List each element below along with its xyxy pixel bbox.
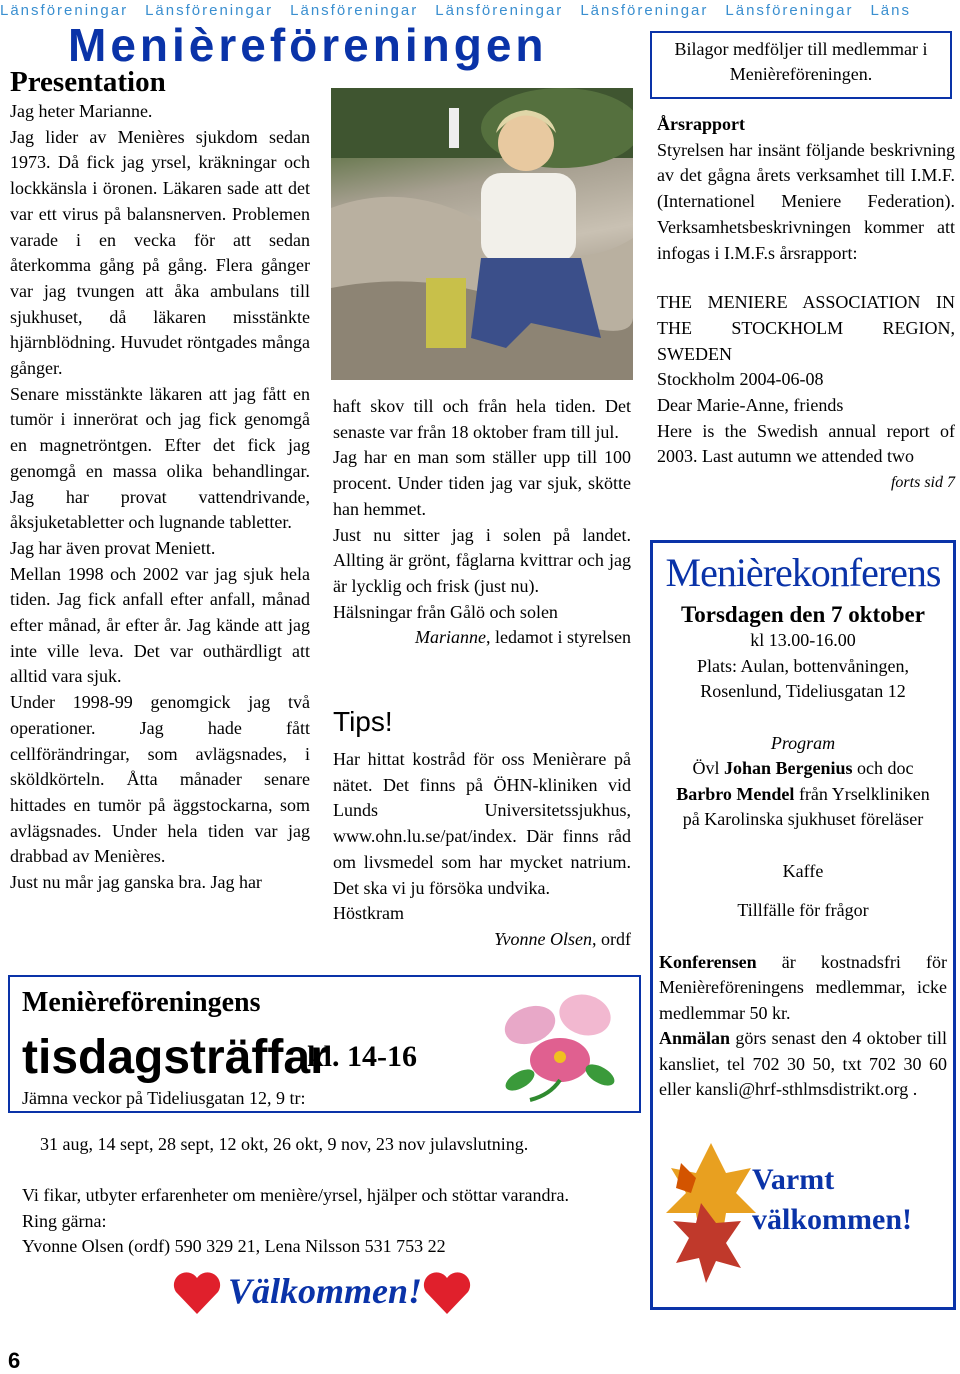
paragraph: Just nu sitter jag i solen på landet. Allting är grönt, fåglarna kvittrar och jag är lycklig och frisk (just nu). <box>333 524 631 596</box>
paragraph: Jag har en man som ställer upp till 100 procent. Under tiden jag var sjuk, skötte han hemmet. <box>333 447 631 519</box>
tips-heading: Tips! <box>333 706 393 737</box>
signature-name: Yvonne Olsen <box>494 928 592 949</box>
paragraph: Jag lider av Menières sjukdom sedan 1973. Då fick jag yrsel, kräkningar och lockkänsla i öronen. Läkaren sade att det var ett virus på balansnerven. Problemen varade i en vecka för att sedan återkomma gång på gång. Flera gånger var jag tvungen att åka ambulans till sjukhuset, då läkaren misstänkte hjärnblödning. Huvudet röntgades många gånger. <box>10 126 310 379</box>
banner-item: Länsföreningar <box>435 2 564 19</box>
tuesday-heading-2: tisdagsträffar <box>22 1031 329 1084</box>
banner-item: Länsföreningar <box>725 2 854 19</box>
registration-note <box>653 1026 953 1103</box>
letter-line: Stockholm 2004-06-08 <box>657 369 824 390</box>
registration-bold: Anmälan <box>659 1028 731 1048</box>
tips-signature <box>333 927 631 953</box>
speaker-line-1 <box>653 756 953 782</box>
portrait-photo-art <box>331 88 633 380</box>
speaker-line-2 <box>653 782 953 808</box>
banner-item: Länsföreningar <box>145 2 274 19</box>
program-label: Program <box>770 732 836 753</box>
flower-illustration <box>490 985 630 1105</box>
conference-time: kl 13.00-16.00 <box>750 630 856 650</box>
tips-column <box>333 747 631 953</box>
page-number: 6 <box>8 1348 21 1373</box>
meeting-dates: 31 aug, 14 sept, 28 sept, 12 okt, 26 okt, 9 nov, 23 nov julavslutning. <box>40 1134 529 1154</box>
attachments-notice-box: Bilagor medföljer till medlemmar i Menièreföreningen. <box>650 31 952 99</box>
paragraph: Styrelsen har insänt följande beskrivning av det gågna årets verksamhet till I.M.F. (Internationel Meniere Federation). Verksamhetsbeskrivningen kommer att infogas i I.M.F.s årsrapport: <box>657 139 955 263</box>
conference-content <box>653 543 953 1103</box>
welcome-text <box>752 1160 912 1240</box>
page-title: Menièreföreningen <box>68 19 548 71</box>
paragraph: Jag har även provat Meniett. <box>10 537 216 558</box>
heart-icon <box>172 1270 222 1316</box>
contact-line-3: Yvonne Olsen (ordf) 590 329 21, Lena Nilsson 531 753 22 <box>22 1236 446 1256</box>
paragraph: Just nu mår jag ganska bra. Jag har <box>10 872 262 893</box>
paragraph: Mellan 1998 och 2002 var jag sjuk hela tiden. Jag fick anfall efter anfall, månad efter månad, år efter år. Jag kände att jag inte ville leva. Det var outhärdligt att alltid vara sjuk. <box>10 563 310 687</box>
signature-name: Marianne <box>415 627 487 648</box>
autumn-leaves-illustration <box>661 1133 761 1293</box>
speaker-line-3: på Karolinska sjukhuset föreläser <box>682 809 924 829</box>
contact-line-2: Ring gärna: <box>22 1210 107 1231</box>
speaker-prefix: Övl <box>692 758 724 778</box>
conference-title: Menièrekonferens <box>665 550 941 595</box>
paragraph: Höstkram <box>333 903 404 924</box>
letter-line: THE MENIERE ASSOCIATION IN THE STOCKHOLM REGION, SWEDEN <box>657 292 955 364</box>
coffee-note: Kaffe <box>782 860 824 881</box>
annual-report-heading: Årsrapport <box>657 114 745 134</box>
paragraph: Senare misstänkte läkaren att jag fått en tumör i innerörat och jag fick genomgå en magnetröntgen. Efter det fick jag genomgå en massa olika behandlingar. Jag har provat vattendrivande, åksjuketabletter och lugnande tabletter. <box>10 383 310 533</box>
signature-role: , ordf <box>592 928 631 949</box>
letter-line: Dear Marie-Anne, friends <box>657 395 844 416</box>
tuesday-time: kl. 14-16 <box>307 1040 418 1073</box>
tuesday-location: Jämna veckor på Tideliusgatan 12, 9 tr: <box>22 1088 306 1108</box>
presentation-column-2 <box>333 394 631 651</box>
fee-note <box>653 950 953 1027</box>
speaker-name: Barbro Mendel <box>676 783 795 804</box>
conference-box <box>650 540 956 1310</box>
paragraph: Hälsningar från Gålö och solen <box>333 601 558 622</box>
questions-note: Tillfälle för frågor <box>737 900 869 920</box>
signature <box>333 625 631 651</box>
banner-item: Läns <box>870 2 911 19</box>
conference-place-1: Plats: Aulan, bottenvåningen, <box>697 655 909 676</box>
speaker-suffix: och doc <box>852 758 914 778</box>
fee-note-text: är kostnadsfri för Menièreföreningens medlemmar, icke medlemmar 50 kr. <box>659 951 947 1023</box>
conference-place-2: Rosenlund, Tideliusgatan 12 <box>700 681 906 701</box>
banner-item: Länsföreningar <box>290 2 419 19</box>
welcome-banner: Välkommen! <box>228 1271 423 1311</box>
fee-note-bold: Konferensen <box>659 951 757 972</box>
presentation-column-1 <box>10 99 310 896</box>
annual-report-column <box>657 112 955 496</box>
contact-info <box>22 1183 569 1260</box>
welcome-line-2: välkommen! <box>752 1203 912 1236</box>
tuesday-heading-1: Menièreföreningens <box>22 987 261 1018</box>
continued-note: forts sid 7 <box>890 474 955 492</box>
banner-item: Länsföreningar <box>580 2 709 19</box>
banner-item: Länsföreningar <box>0 2 129 19</box>
portrait-photo <box>331 88 633 380</box>
contact-line-1: Vi fikar, utbyter erfarenheter om menière/yrsel, hjälper och stöttar varandra. <box>22 1185 569 1205</box>
heart-icon <box>422 1270 472 1316</box>
conference-date: Torsdagen den 7 oktober <box>681 602 925 627</box>
speaker-name: Johan Bergenius <box>723 758 853 778</box>
speaker-suffix: från Yrselkliniken <box>794 783 930 804</box>
paragraph: haft skov till och från hela tiden. Det senaste var från 18 oktober fram till jul. <box>333 396 631 442</box>
paragraph: Har hittat kostråd för oss Menièrare på nätet. Det finns på ÖHN-kliniken vid Lunds Universitetssjukhus, www.ohn.lu.se/pat/index. Där finns råd om livsmedel som har mycket natrium. Det ska vi ju försöka undvika. <box>333 749 631 898</box>
paragraph: Jag heter Marianne. <box>10 101 153 121</box>
welcome-line-1: Varmt <box>752 1163 835 1196</box>
letter-line: Here is the Swedish annual report of 2003. Last autumn we attended two <box>657 420 955 467</box>
presentation-heading: Presentation <box>10 66 166 98</box>
paragraph: Under 1998-99 genomgick jag två operationer. Jag hade fått cellförändringar, som avlägsnades, i sköldkörteln. Åtta månader senare hittades en tumör på äggstockarna, som avlägsnades. Under hela tiden var jag drabbad av Menières. <box>10 692 310 867</box>
registration-text: görs senast den 4 oktober till kansliet, tel 702 30 50, txt 702 30 60 eller kansli@hrf-sthlmsdistrikt.org . <box>659 1028 947 1099</box>
signature-role: , ledamot i styrelsen <box>486 627 631 648</box>
